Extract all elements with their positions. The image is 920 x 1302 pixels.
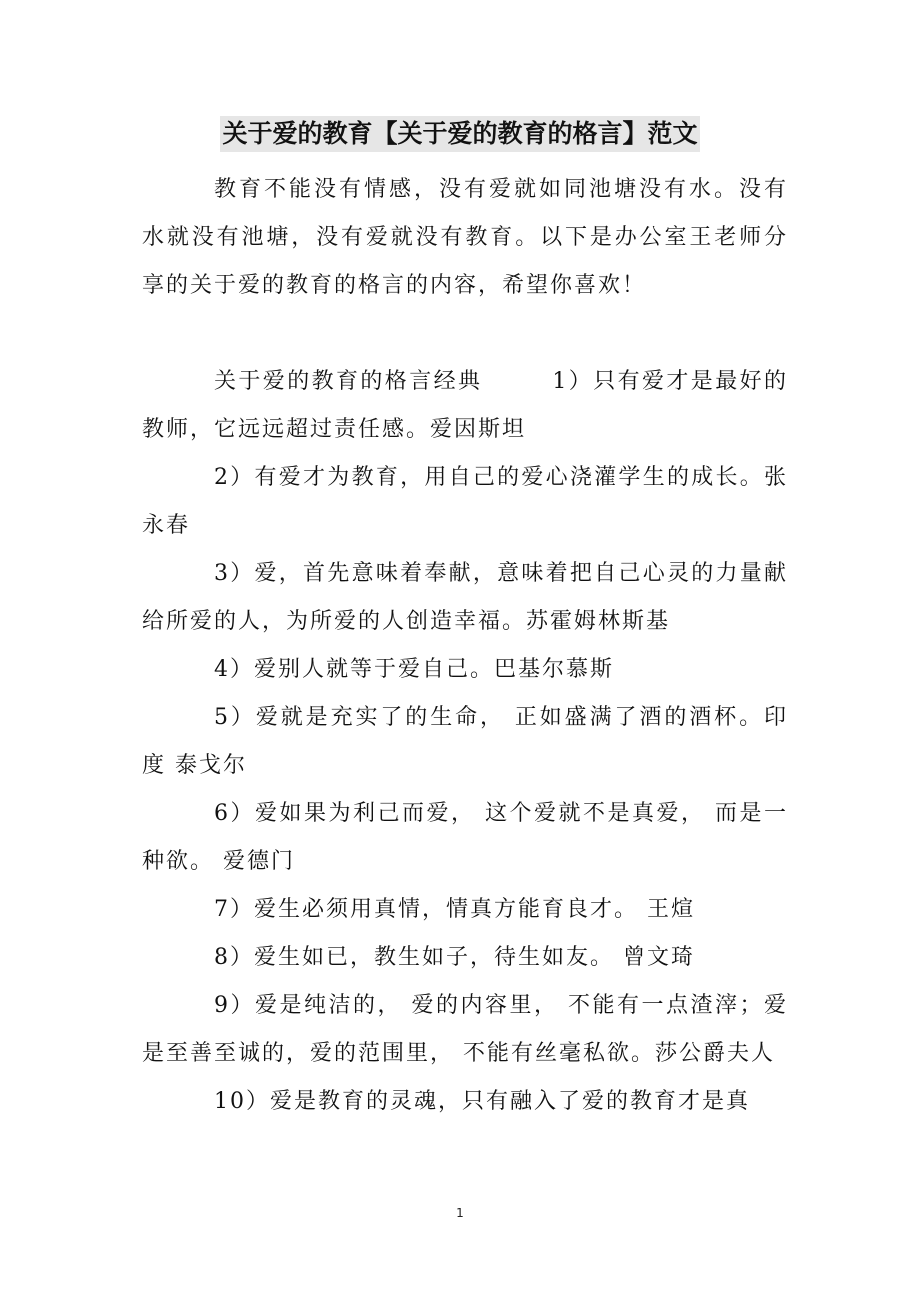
intro-paragraph: 教育不能没有情感，没有爱就如同池塘没有水。没有水就没有池塘，没有爱就没有教育。以下是办公室王老师分享的关于爱的教育的格言的内容，希望你喜欢！ — [142, 177, 788, 298]
page-number: 1 — [456, 1206, 464, 1220]
document-title: 关于爱的教育【关于爱的教育的格言】范文 — [220, 116, 699, 152]
section-heading: 关于爱的教育的格言经典 — [214, 369, 483, 394]
quote-8: 8）爱生如已，教生如子，待生如友。 曾文琦 — [214, 945, 695, 970]
title-wrapper — [0, 116, 920, 152]
blank-line — [142, 310, 788, 358]
quote-10: 10）爱是教育的灵魂，只有融入了爱的教育才是真 — [214, 1089, 750, 1114]
quote-paragraph-1 — [142, 358, 788, 454]
quote-4: 4）爱别人就等于爱自己。巴基尔慕斯 — [214, 657, 614, 682]
quote-1: 1）只有爱才是最好的教师，它远远超过责任感。爱因斯坦 — [142, 369, 788, 442]
quote-3: 3）爱，首先意味着奉献，意味着把自己心灵的力量献给所爱的人，为所爱的人创造幸福。苏霍姆林斯基 — [142, 561, 788, 634]
quote-9: 9）爱是纯洁的， 爱的内容里， 不能有一点渣滓；爱是至善至诚的，爱的范围里， 不能有丝毫私欲。莎公爵夫人 — [142, 993, 788, 1066]
quote-7: 7）爱生必须用真情，情真方能育良才。 王煊 — [214, 897, 695, 922]
quote-6: 6）爱如果为利己而爱， 这个爱就不是真爱， 而是一种欲。 爱德门 — [142, 801, 788, 874]
quote-2: 2）有爱才为教育，用自己的爱心浇灌学生的成长。张永春 — [142, 465, 788, 538]
quote-5: 5）爱就是充实了的生命， 正如盛满了酒的酒杯。印度 泰戈尔 — [142, 705, 788, 778]
document-body — [142, 166, 788, 1126]
